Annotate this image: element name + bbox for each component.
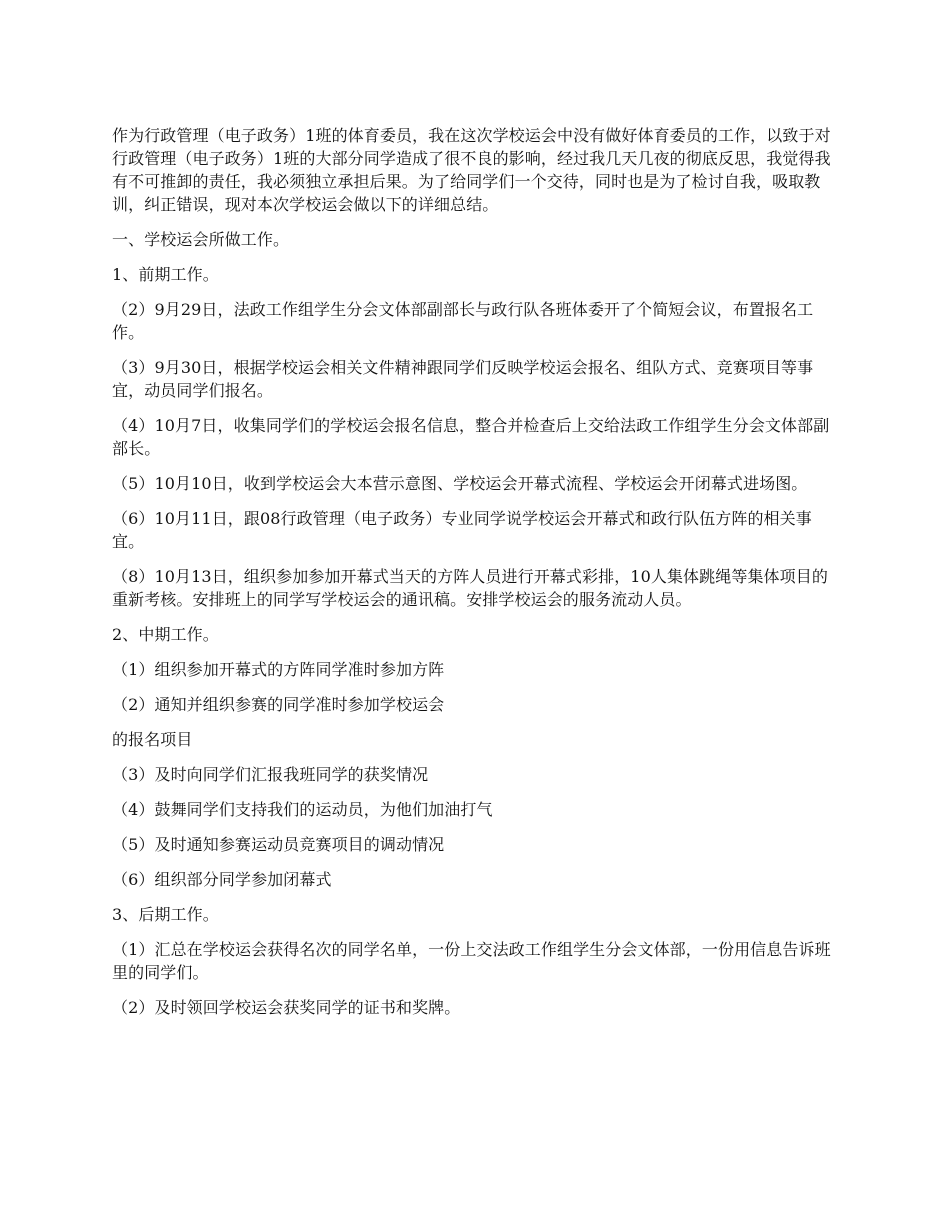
list-item: （3）9月30日，根据学校运会相关文件精神跟同学们反映学校运会报名、组队方式、竞赛项目等事宜，动员同学们报名。 — [112, 358, 814, 400]
list-item: 的报名项目 — [112, 730, 193, 749]
subsection-heading: 2、中期工作。 — [112, 625, 219, 644]
intro-paragraph: 作为行政管理（电子政务）1班的体育委员，我在这次学校运会中没有做好体育委员的工作，以致于对行政管理（电子政务）1班的大部分同学造成了很不良的影响，经过我几天几夜的彻底反思，我觉得我有不可推卸的责任，我必须独立承担后果。为了给同学们一个交待，同时也是为了检讨自我，吸取教训，纠正错误，现对本次学校运会做以下的详细总结。 — [112, 126, 831, 214]
list-item: （1）汇总在学校运会获得名次的同学名单，一份上交法政工作组学生分会文体部，一份用信息告诉班里的同学们。 — [112, 940, 831, 982]
list-item: （2）通知并组织参赛的同学准时参加学校运会 — [112, 695, 445, 714]
list-item: （5）10月10日，收到学校运会大本营示意图、学校运会开幕式流程、学校运会开闭幕式进场图。 — [112, 474, 808, 493]
list-item: （3）及时向同学们汇报我班同学的获奖情况 — [112, 765, 429, 784]
list-item: （2）及时领回学校运会获奖同学的证书和奖牌。 — [112, 998, 461, 1017]
document-body — [112, 124, 840, 1031]
subsection-heading: 1、前期工作。 — [112, 265, 219, 284]
list-item: （4）鼓舞同学们支持我们的运动员，为他们加油打气 — [112, 800, 493, 819]
list-item: （2）9月29日，法政工作组学生分会文体部副部长与政行队各班体委开了个简短会议，布置报名工作。 — [112, 300, 814, 342]
section-heading: 一、学校运会所做工作。 — [112, 230, 290, 249]
list-item: （6）10月11日，跟08行政管理（电子政务）专业同学说学校运会开幕式和政行队伍方阵的相关事宜。 — [112, 509, 812, 551]
list-item: （8）10月13日，组织参加参加开幕式当天的方阵人员进行开幕式彩排，10人集体跳绳等集体项目的重新考核。安排班上的同学写学校运会的通讯稿。安排学校运会的服务流动人员。 — [112, 567, 828, 609]
list-item: （4）10月7日，收集同学们的学校运会报名信息，整合并检查后上交给法政工作组学生分会文体部副部长。 — [112, 416, 830, 458]
list-item: （6）组织部分同学参加闭幕式 — [112, 870, 332, 889]
list-item: （5）及时通知参赛运动员竞赛项目的调动情况 — [112, 835, 445, 854]
list-item: （1）组织参加开幕式的方阵同学准时参加方阵 — [112, 660, 445, 679]
subsection-heading: 3、后期工作。 — [112, 905, 219, 924]
